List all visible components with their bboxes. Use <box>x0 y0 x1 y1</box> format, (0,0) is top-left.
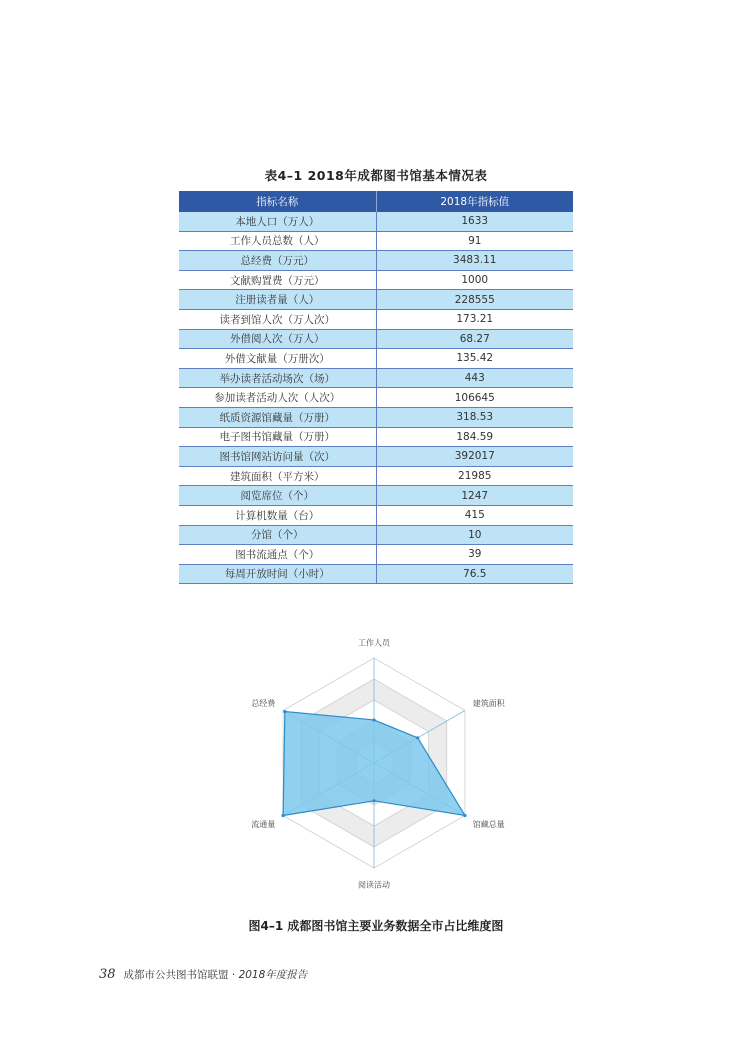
table-row <box>179 388 573 408</box>
radar-axis-label: 总经费 <box>251 699 276 708</box>
radar-axis-label: 工作人员 <box>358 638 390 648</box>
row-value: 1000 <box>376 270 573 290</box>
row-value: 392017 <box>376 447 573 467</box>
row-value: 173.21 <box>376 309 573 329</box>
row-name: 读者到馆人次（万人次） <box>179 309 376 329</box>
figure-caption: 图4–1 成都图书馆主要业务数据全市占比维度图 <box>248 919 504 933</box>
row-name: 本地人口（万人） <box>179 212 376 231</box>
row-value: 3483.11 <box>376 251 573 271</box>
row-name: 图书流通点（个） <box>179 545 376 565</box>
row-value: 184.59 <box>376 427 573 447</box>
row-value: 1633 <box>376 212 573 231</box>
basic-info-table <box>179 191 573 584</box>
radar-data-point <box>416 736 419 739</box>
row-name: 参加读者活动人次（人次） <box>179 388 376 408</box>
radar-axis-label: 馆藏总量 <box>472 820 505 829</box>
table-row <box>179 486 573 506</box>
table-row <box>179 564 573 584</box>
row-name: 纸质资源馆藏量（万册） <box>179 407 376 427</box>
row-name: 外借文献量（万册次） <box>179 349 376 369</box>
row-name: 文献购置费（万元） <box>179 270 376 290</box>
table-row <box>179 251 573 271</box>
row-name: 阅览席位（个） <box>179 486 376 506</box>
radar-axis-label: 流通量 <box>251 820 276 829</box>
row-value: 1247 <box>376 486 573 506</box>
row-value: 135.42 <box>376 349 573 369</box>
table-row <box>179 525 573 545</box>
page-footer <box>99 967 307 982</box>
table-row <box>179 368 573 388</box>
radar-axis-label: 建筑面积 <box>472 699 505 708</box>
row-value: 76.5 <box>376 564 573 584</box>
radar-axis-label: 阅读活动 <box>358 880 390 890</box>
table-row <box>179 447 573 467</box>
row-name: 建筑面积（平方米） <box>179 466 376 486</box>
table-header-row <box>179 191 573 212</box>
table-row <box>179 545 573 565</box>
page-number: 38 <box>99 967 116 982</box>
radar-data-point <box>281 814 284 817</box>
row-value: 10 <box>376 525 573 545</box>
row-value: 318.53 <box>376 407 573 427</box>
row-value: 68.27 <box>376 329 573 349</box>
row-value: 106645 <box>376 388 573 408</box>
table-row <box>179 290 573 310</box>
table-row <box>179 427 573 447</box>
row-value: 91 <box>376 231 573 251</box>
row-name: 注册读者量（人） <box>179 290 376 310</box>
header-indicator-name: 指标名称 <box>179 191 376 212</box>
radar-data-point <box>463 814 466 817</box>
row-name: 计算机数量（台） <box>179 505 376 525</box>
row-value: 21985 <box>376 466 573 486</box>
table-row <box>179 505 573 525</box>
table-row <box>179 466 573 486</box>
row-name: 每周开放时间（小时） <box>179 564 376 584</box>
row-value: 228555 <box>376 290 573 310</box>
radar-data-point <box>283 710 286 713</box>
row-name: 分馆（个） <box>179 525 376 545</box>
table-row <box>179 349 573 369</box>
row-name: 图书馆网站访问量（次） <box>179 447 376 467</box>
row-name: 工作人员总数（人） <box>179 231 376 251</box>
row-value: 443 <box>376 368 573 388</box>
row-name: 电子图书馆藏量（万册） <box>179 427 376 447</box>
radar-data-point <box>372 799 375 802</box>
table-row <box>179 329 573 349</box>
table-row <box>179 309 573 329</box>
row-value: 39 <box>376 545 573 565</box>
table-row <box>179 407 573 427</box>
footer-text: 成都市公共图书馆联盟 · <box>123 969 239 981</box>
table-row <box>179 270 573 290</box>
radar-data-point <box>372 718 375 721</box>
radar-chart <box>200 615 552 905</box>
footer-year-text: 2018年度报告 <box>238 969 308 981</box>
row-value: 415 <box>376 505 573 525</box>
table-row <box>179 212 573 231</box>
row-name: 外借阅人次（万人） <box>179 329 376 349</box>
table-caption: 表4–1 2018年成都图书馆基本情况表 <box>264 168 488 183</box>
header-indicator-value: 2018年指标值 <box>376 191 573 212</box>
row-name: 举办读者活动场次（场） <box>179 368 376 388</box>
table-row <box>179 231 573 251</box>
row-name: 总经费（万元） <box>179 251 376 271</box>
